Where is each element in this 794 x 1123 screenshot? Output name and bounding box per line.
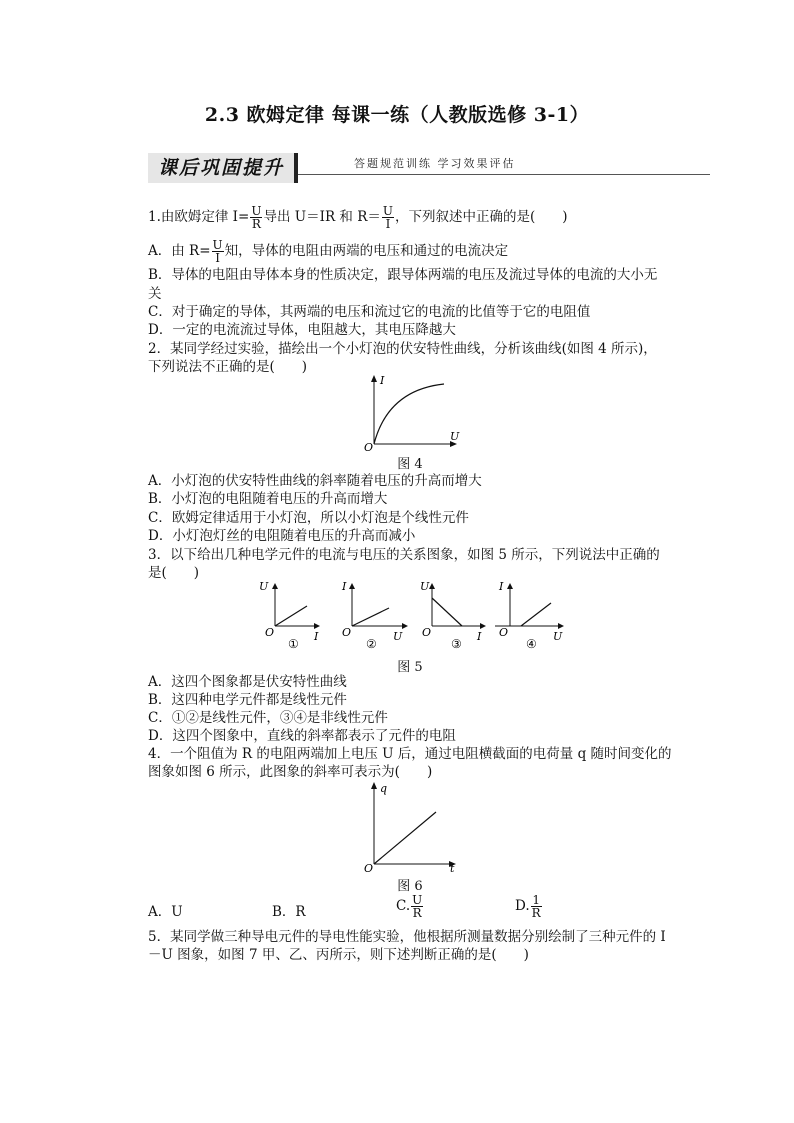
q3-option-d: D．这四个图象中，直线的斜率都表示了元件的电阻 (148, 728, 456, 744)
q2-option-c: C．欧姆定律适用于小灯泡，所以小灯泡是个线性元件 (148, 510, 469, 526)
q-t-line (374, 812, 436, 864)
graph4-x-label: U (553, 630, 563, 643)
graph3-y-label: U (420, 580, 430, 593)
q3-option-a: A．这四个图象都是伏安特性曲线 (148, 674, 347, 690)
q3-option-b: B．这四种电学元件都是线性元件 (148, 692, 347, 708)
graph1-x-label: I (314, 630, 319, 643)
graph1-label: ① (288, 637, 299, 650)
q3-stem-line1: 3．以下给出几种电学元件的电流与电压的关系图象，如图 5 所示，下列说法中正确的 (148, 547, 660, 563)
graph2-origin: O (342, 626, 352, 639)
graph4-y-label: I (499, 580, 504, 593)
q4-option-d: D. $\frac{1}{R}$ (515, 893, 541, 920)
origin-label: O (364, 441, 374, 452)
iv-curve (374, 384, 444, 444)
figure-6-graph (360, 778, 470, 874)
q1-option-a: A．由 R= $\frac{U}{I}$ 知，导体的电阻由两端的电压和通过的电流决定 (148, 238, 509, 265)
q2-option-a: A．小灯泡的伏安特性曲线的斜率随着电压的升高而增大 (148, 473, 482, 489)
q2-option-d: D．小灯泡灯丝的电阻随着电压的升高而减小 (148, 528, 416, 544)
section-banner (148, 153, 710, 185)
fraction: $\frac{1}{R}$ (531, 893, 541, 920)
graph4-origin: O (499, 626, 509, 639)
q1-option-c: C．对于确定的导体，其两端的电压和流过它的电流的比值等于它的电阻值 (148, 304, 591, 320)
graph1-origin: O (265, 626, 275, 639)
graph3-origin: O (422, 626, 432, 639)
page-title: 2.3 欧姆定律 每课一练（人教版选修 3-1） (204, 104, 590, 126)
q5-stem-line1: 5．某同学做三种导电元件的导电性能实验，他根据所测量数据分别绘制了三种元件的 I (148, 929, 666, 945)
graph-2 (341, 580, 408, 650)
q3-stem-line2: 是( ) (148, 565, 200, 581)
banner-rule (298, 174, 710, 175)
graph3-label: ③ (451, 637, 462, 650)
q2-option-b: B．小灯泡的电阻随着电压的升高而增大 (148, 491, 388, 507)
q4-option-c: C. $\frac{U}{R}$ (396, 893, 423, 920)
q4-stem-line1: 4．一个阻值为 R 的电阻两端加上电压 U 后，通过电阻横截面的电荷量 q 随时间变化的 (148, 746, 672, 762)
fraction: $\frac{U}{R}$ (412, 893, 423, 920)
q4-option-a: A．U (148, 904, 183, 920)
graph2-x-label: U (393, 630, 403, 643)
q1-option-d: D．一定的电流流过导体，电阻越大，其电压降越大 (148, 322, 456, 338)
axis-label-x: U (450, 430, 460, 443)
fraction: $\frac{U}{R}$ (251, 204, 262, 231)
graph-3 (420, 580, 486, 650)
fraction: $\frac{U}{I}$ (212, 238, 223, 265)
graph2-y-label: I (342, 580, 347, 593)
y-axis-arrow (371, 782, 377, 789)
q1-stem: 1.由欧姆定律 I= $\frac{U}{R}$ 导出 U＝IR 和 R＝ $\frac{U}{I}$ ，下列叙述中正确的是( ) (148, 204, 568, 231)
banner-label: 课后巩固提升 (148, 153, 298, 183)
origin-label: O (364, 862, 374, 874)
graph4-label: ④ (526, 637, 537, 650)
y-axis-arrow (371, 375, 377, 382)
graph1-y-label: U (259, 580, 269, 593)
graph2-label: ② (366, 637, 377, 650)
axis-label-x: t (450, 862, 455, 874)
banner-subtitle: 答题规范训练 学习效果评估 (354, 157, 516, 170)
q1-option-b: B．导体的电阻由导体本身的性质决定，跟导体两端的电压及流过导体的电流的大小无 (148, 267, 658, 283)
figure-4-caption: 图 4 (397, 457, 423, 472)
figure-6-caption: 图 6 (397, 879, 423, 894)
q2-stem-line2: 下列说法不正确的是( ) (148, 359, 308, 375)
graph-1 (259, 580, 320, 650)
q4-option-b: B．R (272, 904, 306, 920)
q4-stem-line2: 图象如图 6 所示，此图象的斜率可表示为( ) (148, 764, 433, 780)
figure-5-graphs (255, 578, 575, 650)
fraction: $\frac{U}{I}$ (382, 204, 393, 231)
graph-4 (495, 580, 564, 650)
figure-4-graph (360, 372, 470, 452)
graph3-x-label: I (477, 630, 482, 643)
q3-option-c: C．①②是线性元件，③④是非线性元件 (148, 710, 388, 726)
axis-label-y: q (380, 782, 388, 795)
figure-5-caption: 图 5 (397, 660, 423, 675)
q2-stem-line1: 2．某同学经过实验，描绘出一个小灯泡的伏安特性曲线，分析该曲线(如图 4 所示)， (148, 341, 657, 357)
axis-label-y: I (380, 374, 385, 387)
q5-stem-line2: －U 图象，如图 7 甲、乙、丙所示，则下述判断正确的是( ) (148, 947, 529, 963)
q1-option-b-cont: 关 (148, 286, 162, 302)
